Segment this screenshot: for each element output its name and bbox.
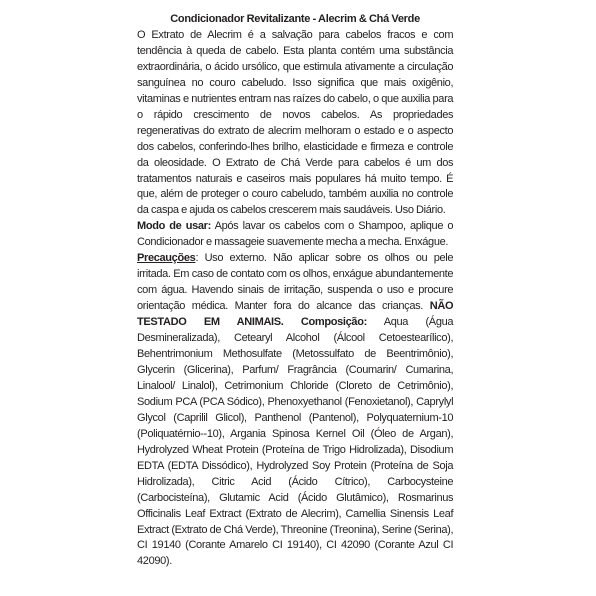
composition-heading: Composição: [283, 316, 367, 329]
animal-testing-notice: NÃO TESTADO EM ANIMAIS. [137, 300, 454, 329]
precautions-heading: Precauções [137, 252, 196, 265]
product-description: O Extrato de Alecrim é a salvação para cabelos fracos e com tendência à queda de cabelo. Esta planta contém uma substância extraordinária, o ácido ursólico, que estimula ativamente a circulação sanguínea no couro cabeludo. Isso significa que mais oxigênio, vitaminas e nutrientes entram nas raízes do cabelo, o que auxilia para o rápido crescimento de novos cabelos. As propriedades regenerativas do extrato de alecrim melhoram o estado e o aspecto dos cabelos, conferindo-lhes brilho, elasticidade e firmeza e controle da oleosidade. O Extrato de Chá Verde para cabelos é um dos tratamentos naturais e caseiros mais populares há muito tempo. É que, além de proteger o couro cabeludo, também auxilia no controle da caspa e ajuda os cabelos crescerem mais saudáveis. Uso Diário. [137, 28, 454, 217]
precautions-text: : Uso externo. Não aplicar sobre os olhos ou pele irritada. Em caso de contato com os olhos, enxágue abundantemente com água. Havendo sinais de irritação, suspenda o uso e procure orientação médica. Manter fora do alcance das crianças. [137, 252, 454, 313]
product-label [137, 12, 453, 570]
usage-section [137, 219, 453, 251]
product-title: Condicionador Revitalizante - Alecrim & Chá Verde [170, 13, 420, 25]
precautions-section [137, 251, 453, 570]
usage-text: Após lavar os cabelos com o Shampoo, aplique o Condicionador e massageie suavemente mecha a mecha. Enxágue. [137, 220, 454, 249]
composition-text: Aqua (Água Desmineralizada), Cetearyl Alcohol (Álcool Cetoestearílico), Behentrimonium Methosulfate (Metossulfato de Beentrimônio), Glycerin (Glicerina), Parfum/ Fragrância (Coumarin/ Cumarina, Linalool/ Linalol), Cetrimonium Chloride (Cloreto de Cetrimônio), Sodium PCA (PCA Sódico), Phenoxyethanol (Fenoxietanol), Caprylyl Glycol (Caprilil Glicol), Panthenol (Pantenol), Polyquaternium-10 (Poliquatérnio--10), Argania Spinosa Kernel Oil (Óleo de Argan), Hydrolyzed Wheat Protein (Proteína de Trigo Hidrolizada), Disodium EDTA (EDTA Dissódico), Hydrolyzed Soy Protein (Proteína de Soja Hidrolizada), Citric Acid (Ácido Cítrico), Carbocysteine (Carbocisteína), Glutamic Acid (Ácido Glutâmico), Rosmarinus Officinalis Leaf Extract (Extrato de Alecrim), Camellia Sinensis Leaf Extract (Extrato de Chá Verde), Threonine (Treonina), Serine (Serina), CI 19140 (Corante Amarelo CI 19140), CI 42090 (Corante Azul CI 42090). [137, 316, 454, 568]
usage-heading: Modo de usar: [137, 220, 211, 233]
